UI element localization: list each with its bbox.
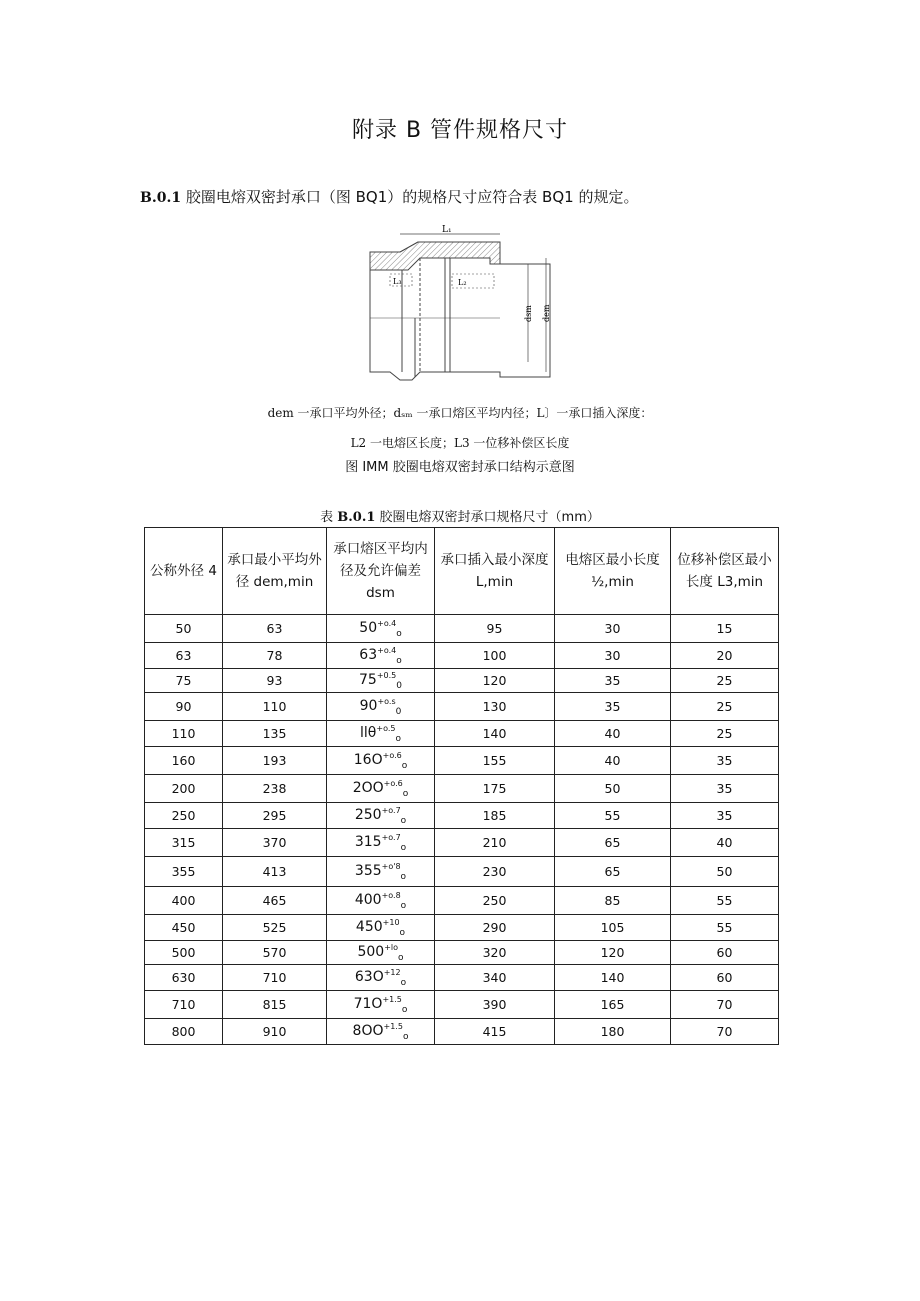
dsm-base: 2OO [352,779,384,796]
cell-l2-min: 30 [555,643,671,669]
dsm-base: 63 [359,646,378,663]
dsm-upper-tolerance: +o.6 [382,750,402,760]
dsm-lower-tolerance: o [400,815,407,826]
cell-l2-min: 165 [555,991,671,1019]
cell-dem-min: 238 [223,775,327,803]
dsm-base: 90 [359,697,378,714]
cell-l1-min: 120 [435,669,555,693]
table-row [145,991,779,1019]
cell-dem-min: 570 [223,941,327,965]
dsm-upper-tolerance: +o.s [377,696,396,706]
dsm-base: 400 [354,891,382,908]
cell-nominal-od: 315 [145,829,223,857]
header-nominal-od: 公称外径 4 [145,528,223,615]
cell-l3-min: 50 [671,857,779,887]
cell-dsm [327,775,435,803]
cell-dem-min: 370 [223,829,327,857]
cell-l2-min: 40 [555,747,671,775]
cell-dem-min: 525 [223,915,327,941]
cell-l2-min: 105 [555,915,671,941]
cell-l1-min: 340 [435,965,555,991]
dsm-base: 16O [353,751,383,768]
dsm-upper-tolerance: +o.4 [377,645,397,655]
dsm-base: 250 [354,806,382,823]
cell-l3-min: 55 [671,915,779,941]
cell-l3-min: 25 [671,669,779,693]
dsm-upper-tolerance: +o'8 [381,861,401,871]
cell-l1-min: 130 [435,693,555,721]
dsm-base: 450 [355,918,383,935]
cell-l3-min: 35 [671,775,779,803]
cell-l1-min: 140 [435,721,555,747]
cell-dsm [327,643,435,669]
cell-dsm [327,803,435,829]
table-row [145,857,779,887]
cell-l1-min: 390 [435,991,555,1019]
header-l1-min: 承口插入最小深度 L,min [435,528,555,615]
header-l2-min: 电熔区最小长度 ½,min [555,528,671,615]
cell-l3-min: 40 [671,829,779,857]
cell-dem-min: 135 [223,721,327,747]
cell-l3-min: 20 [671,643,779,669]
cell-nominal-od: 800 [145,1019,223,1045]
dsm-lower-tolerance: o [402,788,409,799]
cell-nominal-od: 400 [145,887,223,915]
table-row [145,721,779,747]
dsm-upper-tolerance: +o.7 [381,805,401,815]
cell-dsm [327,747,435,775]
header-l3-min: 位移补偿区最小长度 L3,min [671,528,779,615]
dsm-upper-tolerance: +o.4 [377,618,397,628]
cell-l2-min: 180 [555,1019,671,1045]
dsm-base: 75 [359,671,377,688]
table-row [145,965,779,991]
dsm-upper-tolerance: +12 [383,967,401,977]
cell-dsm [327,721,435,747]
cell-nominal-od: 63 [145,643,223,669]
cell-dsm [327,887,435,915]
table-row [145,887,779,915]
cell-nominal-od: 200 [145,775,223,803]
cell-l3-min: 55 [671,887,779,915]
label-l1: L₁ [442,225,452,235]
dsm-upper-tolerance: +0.5 [376,670,397,680]
cell-dsm [327,941,435,965]
cell-dem-min: 710 [223,965,327,991]
cell-nominal-od: 75 [145,669,223,693]
dsm-base: 315 [354,833,382,850]
dsm-base: 500 [357,943,385,960]
dsm-upper-tolerance: +1.5 [382,994,402,1004]
cell-l1-min: 175 [435,775,555,803]
cell-dsm [327,829,435,857]
cell-l2-min: 30 [555,615,671,643]
cell-dsm [327,615,435,643]
cell-l1-min: 250 [435,887,555,915]
dsm-base: 50 [359,619,378,636]
cell-nominal-od: 50 [145,615,223,643]
cell-l1-min: 290 [435,915,555,941]
dsm-upper-tolerance: +o.6 [383,778,403,788]
table-caption [0,506,920,525]
spec-table [144,527,779,1045]
clause-text [140,186,638,207]
table-row [145,941,779,965]
cell-dsm [327,693,435,721]
cell-nominal-od: 110 [145,721,223,747]
table-row [145,803,779,829]
cell-nominal-od: 630 [145,965,223,991]
cell-nominal-od: 500 [145,941,223,965]
dsm-lower-tolerance: o [400,842,407,853]
dsm-upper-tolerance: +lo [384,942,399,952]
table-row [145,915,779,941]
figure-caption: 图 IMM 胶圈电熔双密封承口结构示意图 [345,460,575,475]
cell-l1-min: 415 [435,1019,555,1045]
cell-l1-min: 230 [435,857,555,887]
cell-l1-min: 100 [435,643,555,669]
cell-nominal-od: 710 [145,991,223,1019]
dsm-lower-tolerance: o [395,733,401,744]
cell-l3-min: 60 [671,965,779,991]
cell-nominal-od: 450 [145,915,223,941]
table-row [145,669,779,693]
cell-l3-min: 35 [671,803,779,829]
cell-l3-min: 35 [671,747,779,775]
cell-l2-min: 85 [555,887,671,915]
cell-dem-min: 910 [223,1019,327,1045]
clause-number: B.0.1 [140,190,182,206]
label-dem: dem [542,304,551,322]
cell-l2-min: 65 [555,829,671,857]
cell-l2-min: 35 [555,693,671,721]
dsm-lower-tolerance: o [396,655,402,666]
dsm-lower-tolerance: o [402,1031,409,1042]
table-caption-prefix: 表 [320,510,338,525]
dsm-base: 63O [354,968,384,985]
table-header-row [145,528,779,615]
cell-l3-min: 70 [671,1019,779,1045]
dsm-base: 355 [354,862,382,879]
cell-l1-min: 95 [435,615,555,643]
figure-legend-line1: dem 一承口平均外径；dₛₘ 一承口熔区平均内径；L〕一承口插入深度： [267,406,653,420]
table-row [145,615,779,643]
cell-l1-min: 185 [435,803,555,829]
cell-dem-min: 413 [223,857,327,887]
cell-l3-min: 60 [671,941,779,965]
label-l2: L₂ [458,278,467,287]
cell-l3-min: 15 [671,615,779,643]
dsm-upper-tolerance: +o.8 [381,890,401,900]
dsm-upper-tolerance: +1.5 [383,1021,403,1031]
cell-dem-min: 110 [223,693,327,721]
dsm-lower-tolerance: 0 [395,706,402,717]
cell-dem-min: 815 [223,991,327,1019]
cell-dem-min: 93 [223,669,327,693]
cell-l1-min: 155 [435,747,555,775]
cell-nominal-od: 355 [145,857,223,887]
cell-l3-min: 25 [671,693,779,721]
dsm-base: llθ [360,724,377,741]
table-body [145,615,779,1045]
cell-l2-min: 120 [555,941,671,965]
figure-legend-line2: L2 一电熔区长度；L3 一位移补偿区长度 [350,436,570,450]
cell-l1-min: 320 [435,941,555,965]
page-title: 附录 B 管件规格尺寸 [351,118,569,143]
table-row [145,747,779,775]
header-dsm: 承口熔区平均内径及允许偏差 dsm [327,528,435,615]
label-l3: L₃ [393,277,402,286]
table-row [145,1019,779,1045]
cell-dsm [327,1019,435,1045]
cell-l2-min: 50 [555,775,671,803]
table-row [145,775,779,803]
cell-nominal-od: 160 [145,747,223,775]
dsm-lower-tolerance: o [399,927,406,938]
table-caption-text: 胶圈电熔双密封承口规格尺寸（mm） [375,510,600,525]
table-row [145,643,779,669]
cell-dem-min: 78 [223,643,327,669]
label-dsm: dsm [524,305,533,322]
dsm-lower-tolerance: o [401,760,408,771]
cell-dem-min: 465 [223,887,327,915]
cell-l2-min: 55 [555,803,671,829]
dsm-lower-tolerance: o [396,628,402,639]
cell-dsm [327,965,435,991]
dsm-lower-tolerance: 0 [396,680,402,691]
cell-nominal-od: 90 [145,693,223,721]
cell-l1-min: 210 [435,829,555,857]
cell-l2-min: 40 [555,721,671,747]
table-row [145,693,779,721]
cell-l3-min: 25 [671,721,779,747]
dsm-upper-tolerance: +o.5 [376,723,396,733]
cell-l3-min: 70 [671,991,779,1019]
table-row [145,829,779,857]
clause-body: 胶圈电熔双密封承口（图 BQ1）的规格尺寸应符合表 BQ1 的规定。 [185,188,639,206]
cell-dsm [327,857,435,887]
cell-nominal-od: 250 [145,803,223,829]
dsm-base: 71O [353,995,383,1012]
dsm-lower-tolerance: o [400,977,407,988]
cell-dem-min: 295 [223,803,327,829]
dsm-lower-tolerance: o [400,900,407,911]
cell-dem-min: 193 [223,747,327,775]
cell-l2-min: 65 [555,857,671,887]
cell-dsm [327,669,435,693]
dsm-lower-tolerance: o [401,1004,408,1015]
socket-diagram [360,222,560,392]
cell-dem-min: 63 [223,615,327,643]
cell-dsm [327,991,435,1019]
table-caption-number: B.0.1 [337,510,376,525]
dsm-lower-tolerance: o [400,871,407,882]
dsm-base: 8OO [352,1022,384,1039]
header-dem-min: 承口最小平均外径 dem,min [223,528,327,615]
cell-l2-min: 35 [555,669,671,693]
dsm-upper-tolerance: +10 [382,917,400,927]
dsm-lower-tolerance: o [398,952,404,963]
cell-l2-min: 140 [555,965,671,991]
dsm-upper-tolerance: +o.7 [381,832,401,842]
cell-dsm [327,915,435,941]
